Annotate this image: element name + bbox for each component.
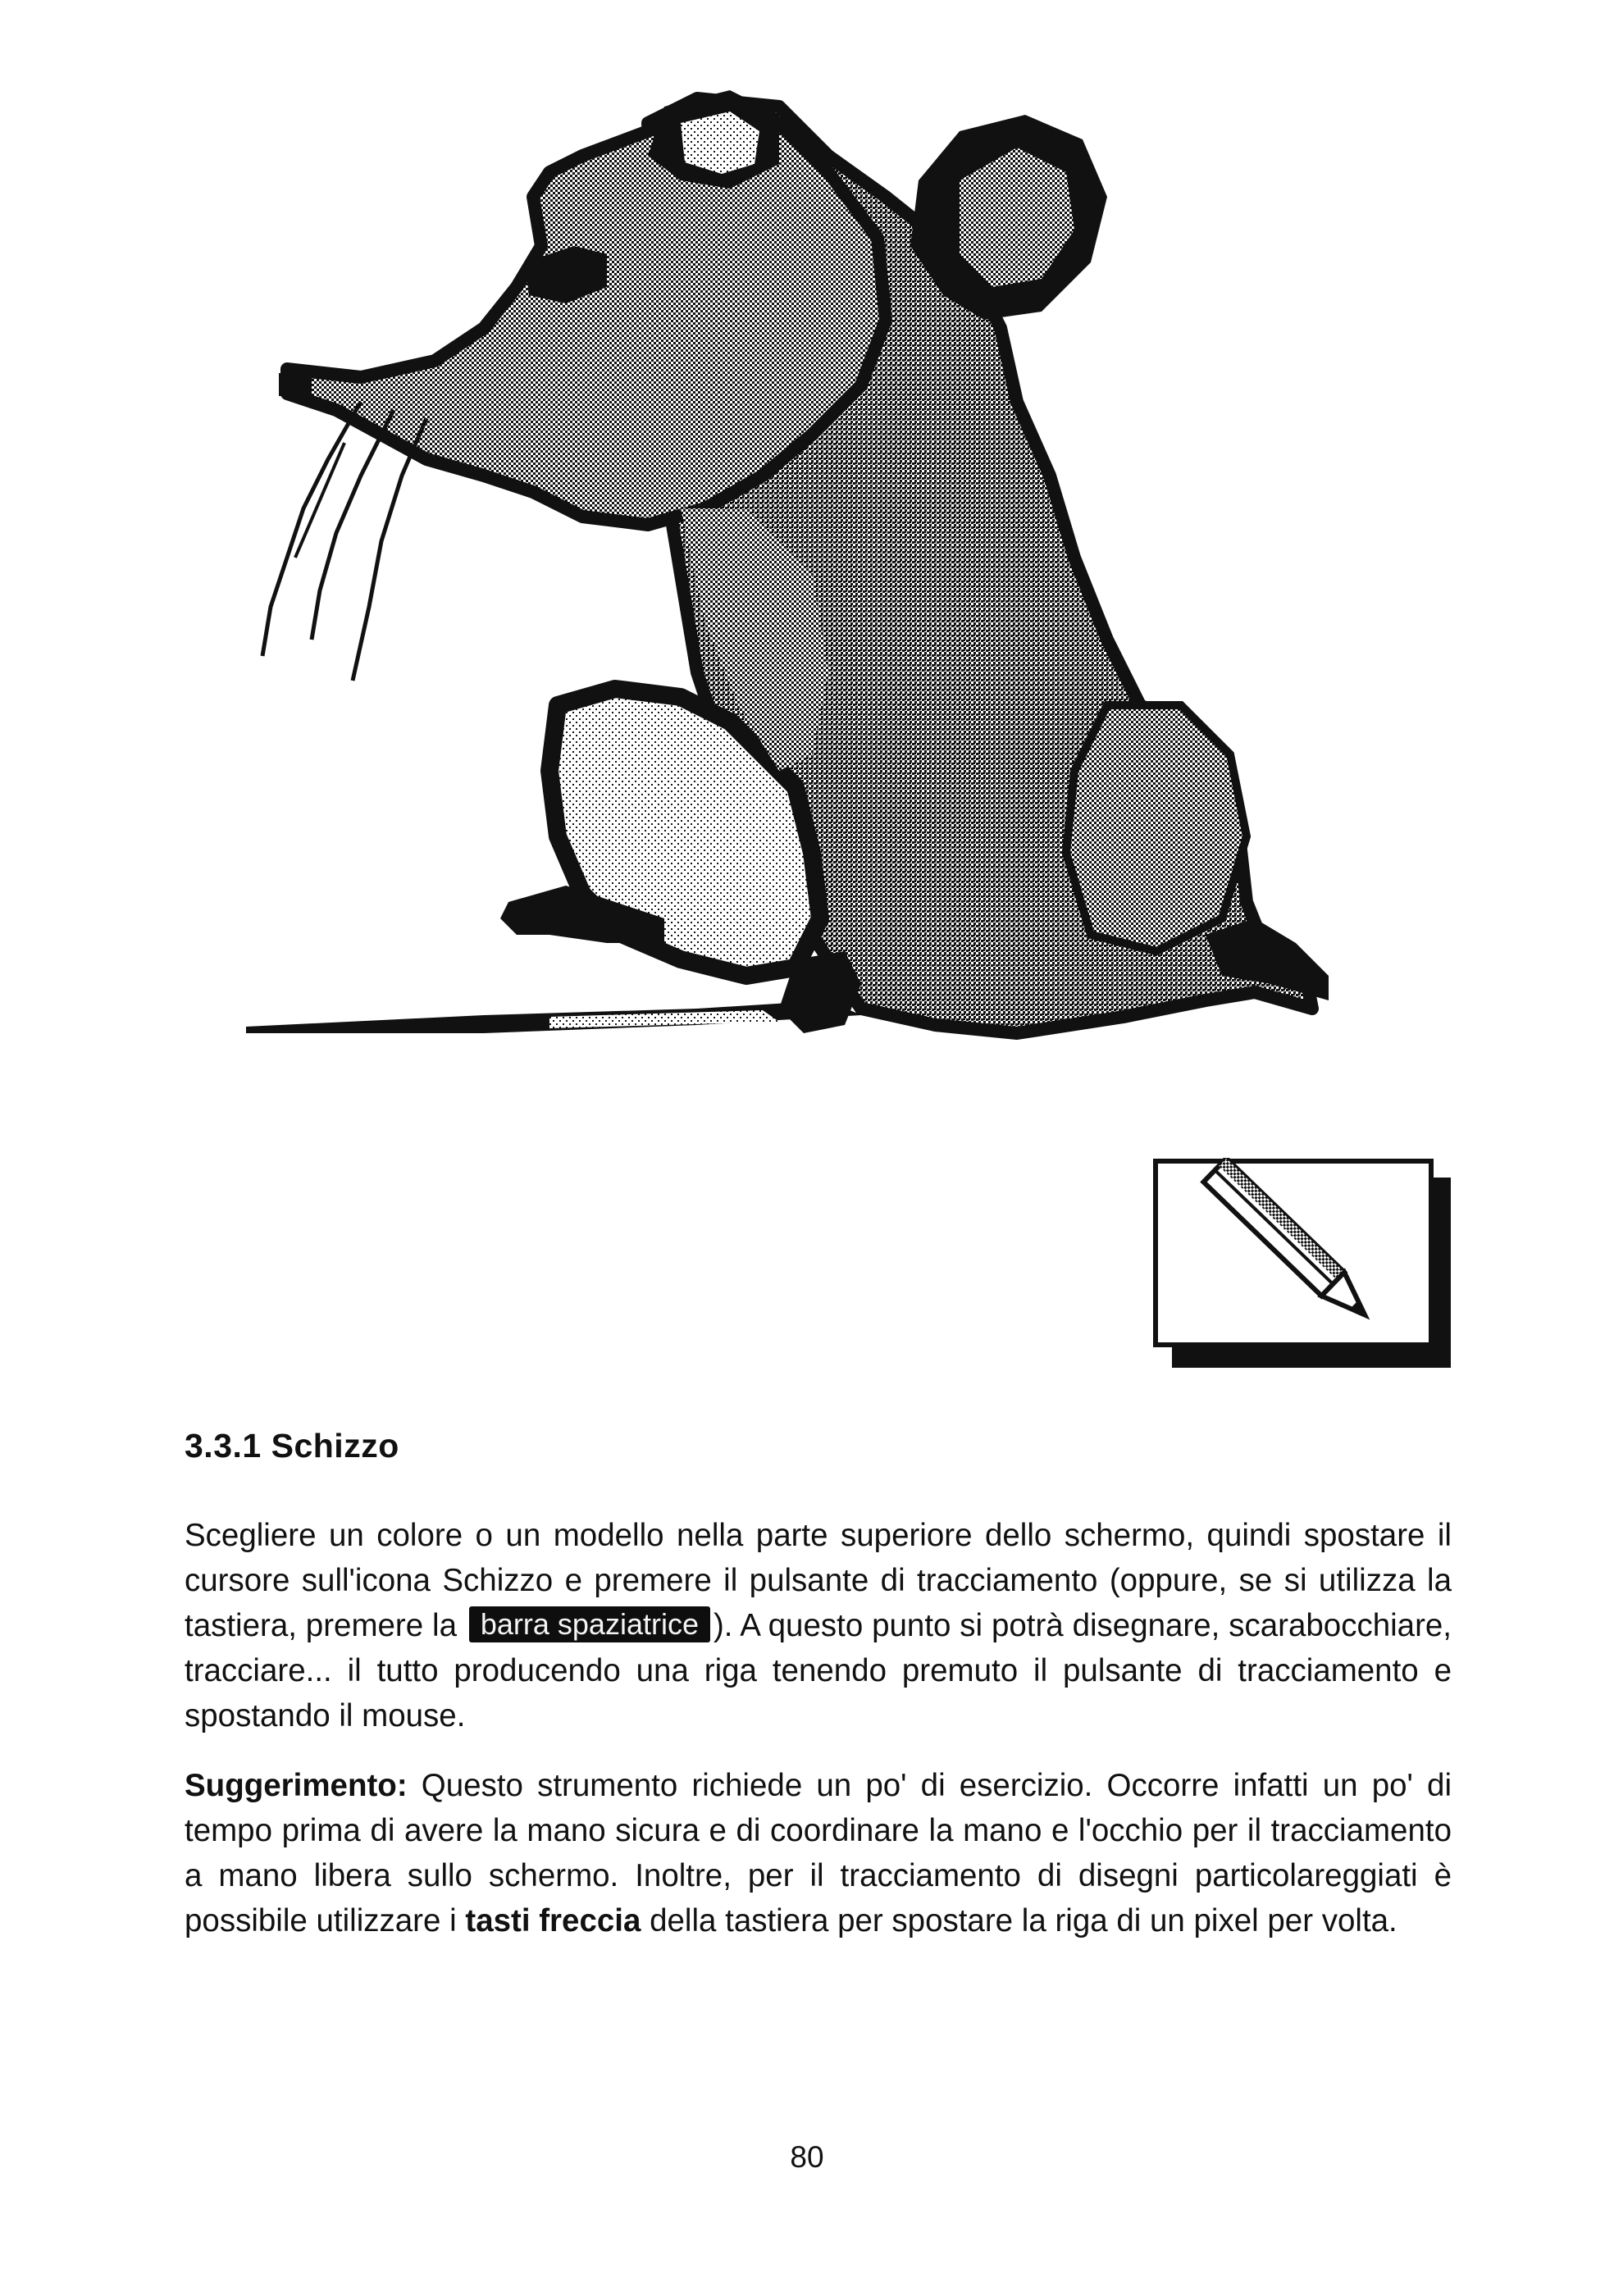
- tip-text-2: della tastiera per spostare la riga di un pixel per volta.: [641, 1903, 1397, 1938]
- instructions-paragraph: [185, 1513, 1452, 1738]
- tip-text-1: Questo strumento richiede un po' di esercizio. Occorre infatti un po' di tempo prima di avere la mano sicura e di coordinare la mano e l'occhio per il tracciamento a mano libera sullo schermo. Inoltre, per il tracciamento di disegni particolareggiati è possibile utilizzare i: [185, 1768, 1452, 1938]
- section-heading: [185, 1427, 399, 1465]
- mouse-illustration: [238, 49, 1353, 1082]
- section-number: 3.3.1: [185, 1427, 262, 1465]
- instructions-text-2: ). A questo punto si potrà disegnare, scarabocchiare, tracciare... il tutto producendo una riga tenendo premuto il pulsante di tracciamento e spostando il mouse.: [185, 1608, 1452, 1733]
- instructions-text-1: Scegliere un colore o un modello nella parte superiore dello schermo, quindi spostare il cursore sull'icona Schizzo e premere il pulsante di tracciamento (oppure, se si utilizza la tastiera, premere la: [185, 1518, 1452, 1643]
- arrow-keys-term: tasti freccia: [465, 1903, 641, 1938]
- page-number: 80: [790, 2140, 824, 2174]
- pencil-icon: [1152, 1158, 1456, 1373]
- spacebar-key: barra spaziatrice: [469, 1606, 710, 1642]
- tip-label: Suggerimento:: [185, 1768, 408, 1803]
- section-title: Schizzo: [271, 1427, 399, 1465]
- tip-paragraph: [185, 1763, 1452, 1943]
